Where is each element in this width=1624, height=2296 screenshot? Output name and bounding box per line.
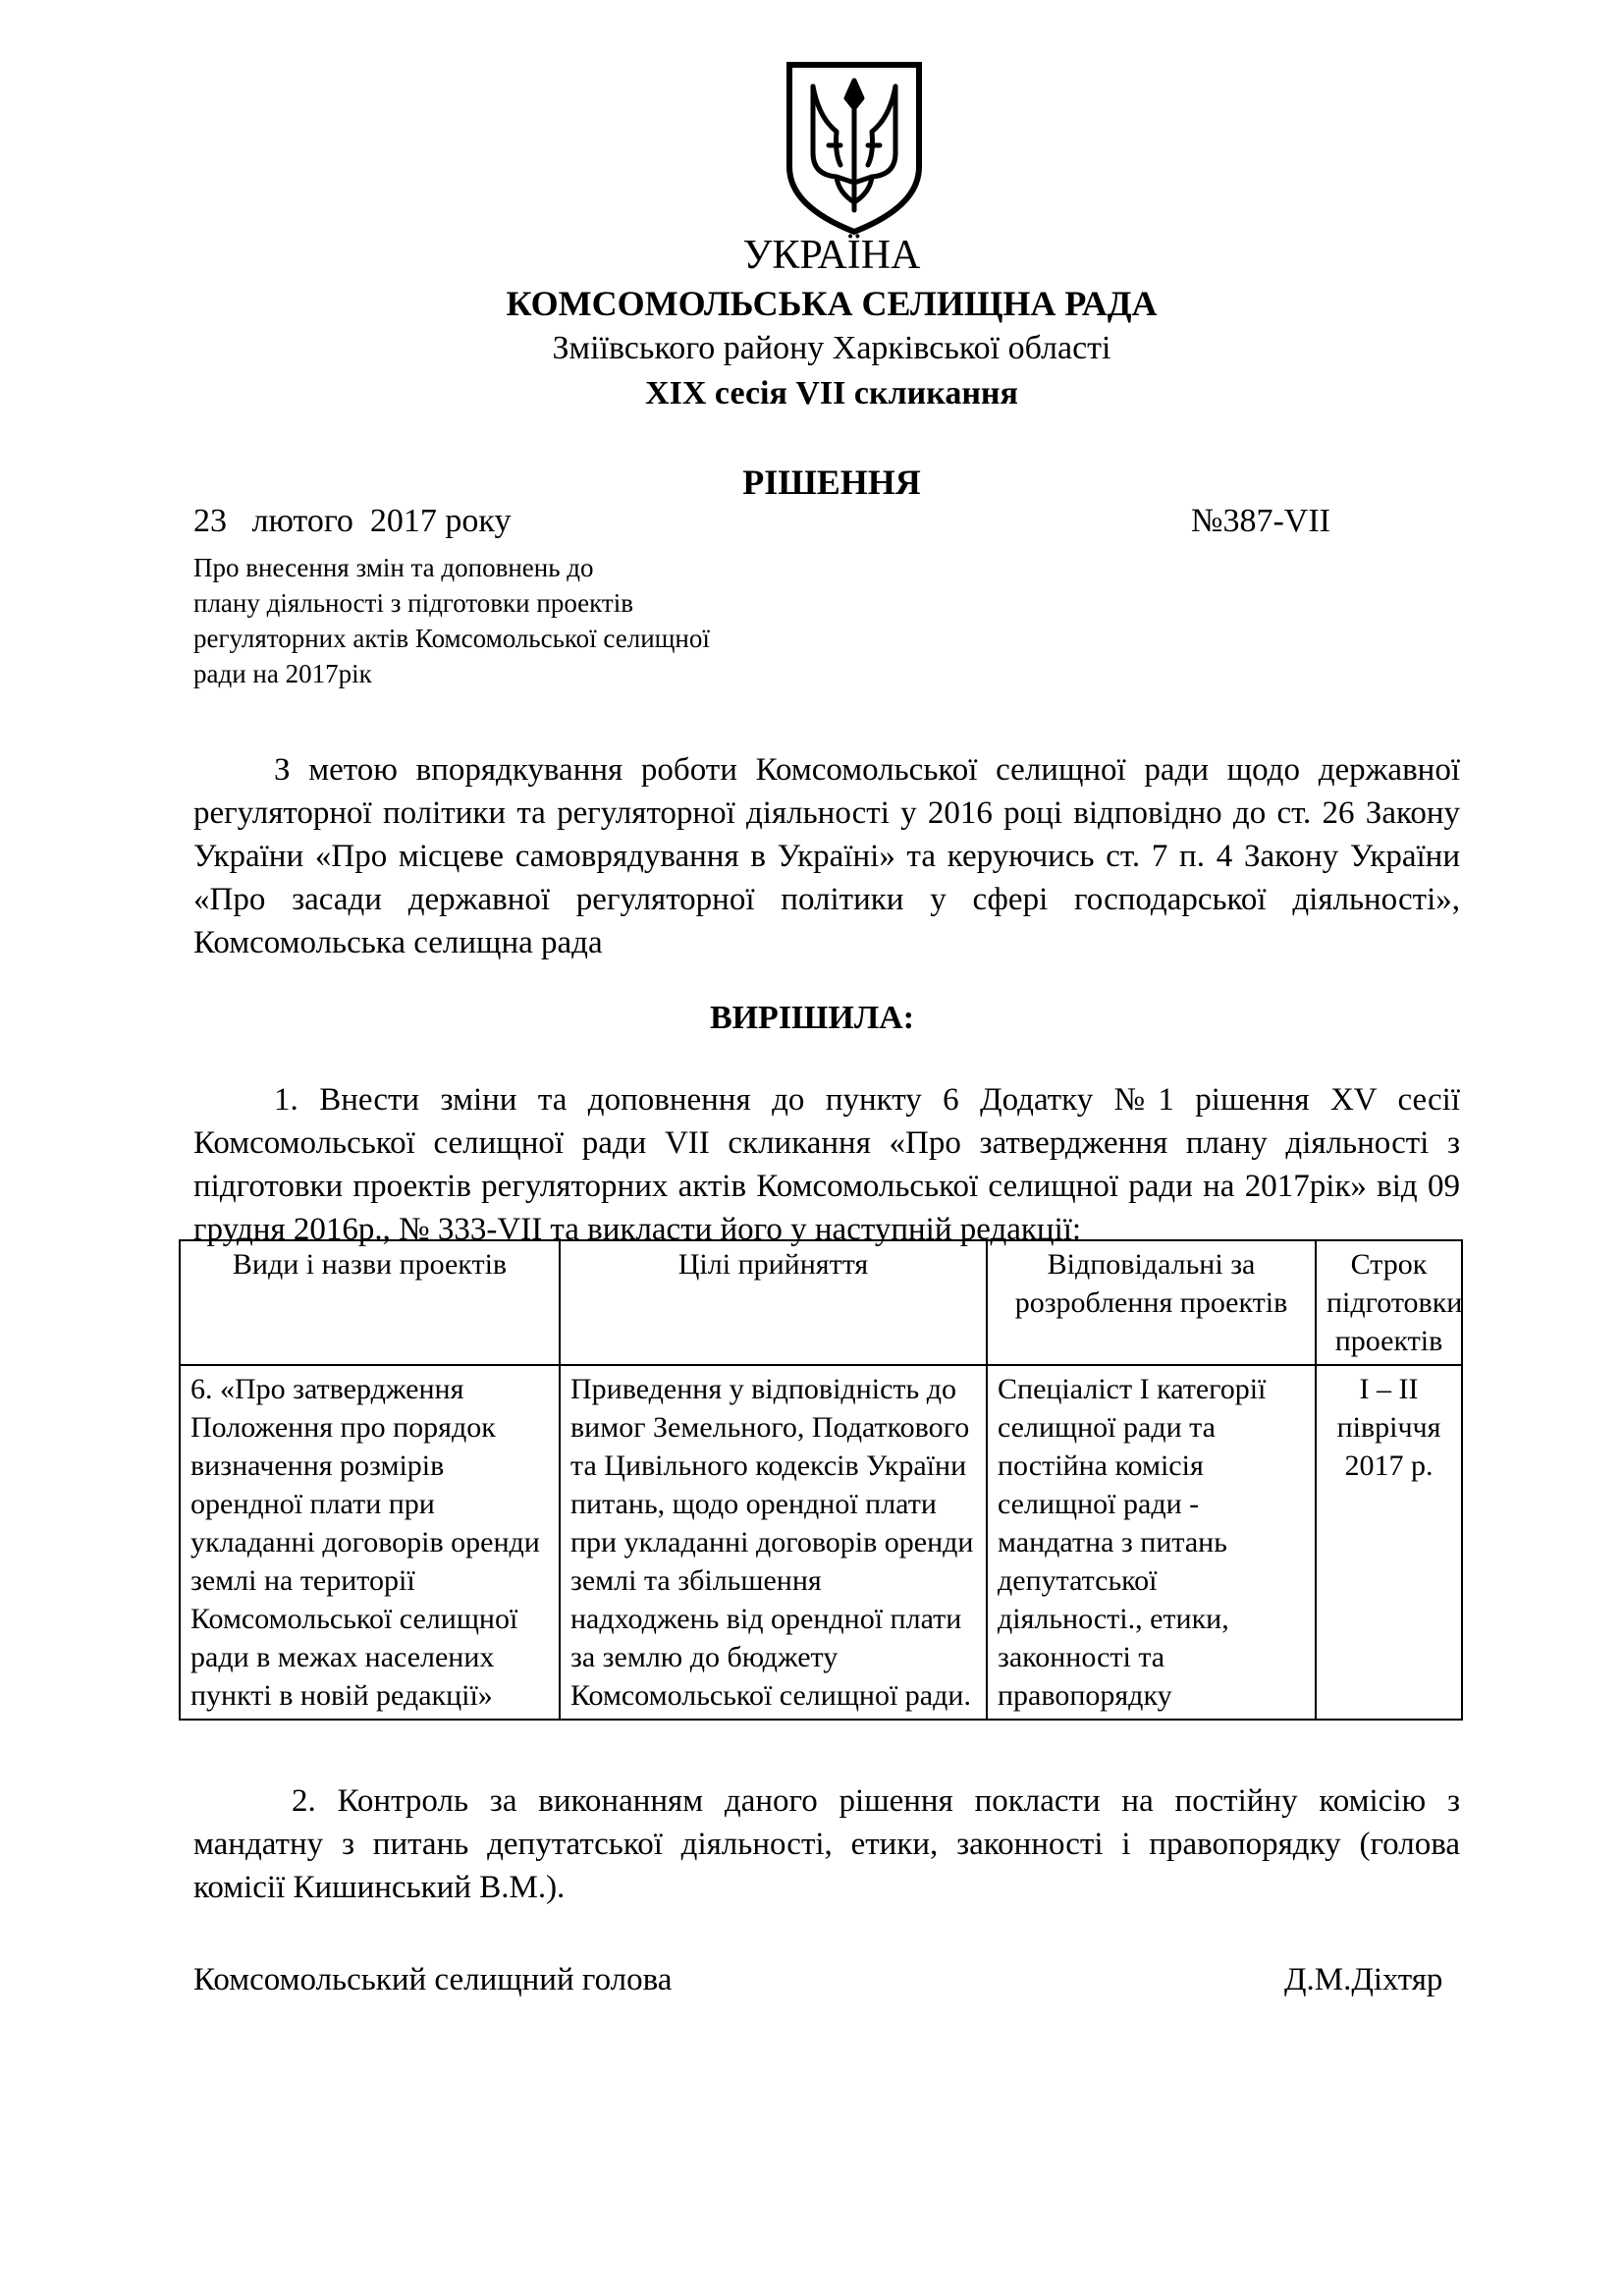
intro-paragraph: З метою впорядкування роботи Комсомольської селищної ради щодо державної регуляторної політики та регуляторної діяльності у 2016 році відповідно до ст. 26 Закону України «Про місцеве самоврядування в Україні» та керуючись ст. 7 п. 4 Закону України «Про засади державної регуляторної політики у сфері господарської діяльності», Комсомольська селищна рада — [193, 752, 1460, 960]
subject-line: регуляторних актів Комсомольської селищної — [193, 624, 710, 653]
table-header-row — [180, 1240, 1462, 1365]
table-cell: 6. «Про затвердження Положення про порядок визначення розмірів орендної плати при укладанні договорів оренди землі на території Комсомольської селищної ради в межах населених пункті в новій редакції» — [180, 1365, 560, 1720]
table-header-cell: Відповідальні за розроблення проектів — [987, 1240, 1316, 1365]
subject-line: плану діяльності з підготовки проектів — [193, 588, 633, 618]
table-header-cell: Види і назви проектів — [180, 1240, 560, 1365]
plan-table — [179, 1239, 1463, 1721]
country-title: УКРАЇНА — [742, 233, 921, 278]
subject-line: ради на 2017рік — [193, 659, 372, 688]
table-cell: Приведення у відповідність до вимог Земельного, Податкового та Цивільного кодексів України питань, щодо орендної плати при укладанні договорів оренди землі та збільшення надходжень від орендної плати за землю до бюджету Комсомольської селищної ради. — [560, 1365, 987, 1720]
signer-title: Комсомольський селищний голова — [193, 1962, 673, 1997]
table-cell: I – II півріччя 2017 р. — [1316, 1365, 1462, 1720]
subject-line: Про внесення змін та доповнень до — [193, 553, 594, 582]
table-header-cell: Строк підготовки проектів — [1316, 1240, 1462, 1365]
trident-coat-of-arms-icon — [776, 59, 933, 236]
decision-date: 23 лютого 2017 року — [193, 503, 512, 539]
table-row — [180, 1365, 1462, 1720]
session-title: XIX сесія VII скликання — [645, 375, 1018, 411]
decision-number: №387-VII — [1191, 503, 1330, 539]
table-cell: Спеціаліст I категорії селищної ради та постійна комісія селищної ради - мандатна з питань депутатської діяльності., етики, законності та правопорядку — [987, 1365, 1316, 1720]
item-1-paragraph: 1. Внести зміни та доповнення до пункту 6 Додатку №1 рішення XV сесії Комсомольської селищної ради VII скликання «Про затвердження плану діяльності з підготовки проектів регуляторних актів Комсомольської селищної ради на 2017рік» від 09 грудня 2016р., № 333-VII та викласти його у наступній редакції: — [193, 1082, 1460, 1247]
council-title: КОМСОМОЛЬСЬКА СЕЛИЩНА РАДА — [506, 284, 1158, 323]
table-header-cell: Цілі прийняття — [560, 1240, 987, 1365]
district-subtitle: Зміївського району Харківської області — [552, 330, 1111, 366]
item-2-paragraph: 2. Контроль за виконанням даного рішення покласти на постійну комісію з мандатну з питань депутатської діяльності, етики, законності і правопорядку (голова комісії Кишинський В.М.). — [193, 1783, 1460, 1905]
resolved-heading: ВИРІШИЛА: — [709, 1000, 915, 1036]
signer-name: Д.М.Діхтяр — [1284, 1962, 1443, 1997]
decision-subject — [193, 550, 841, 691]
document-type-title: РІШЕННЯ — [742, 463, 921, 502]
